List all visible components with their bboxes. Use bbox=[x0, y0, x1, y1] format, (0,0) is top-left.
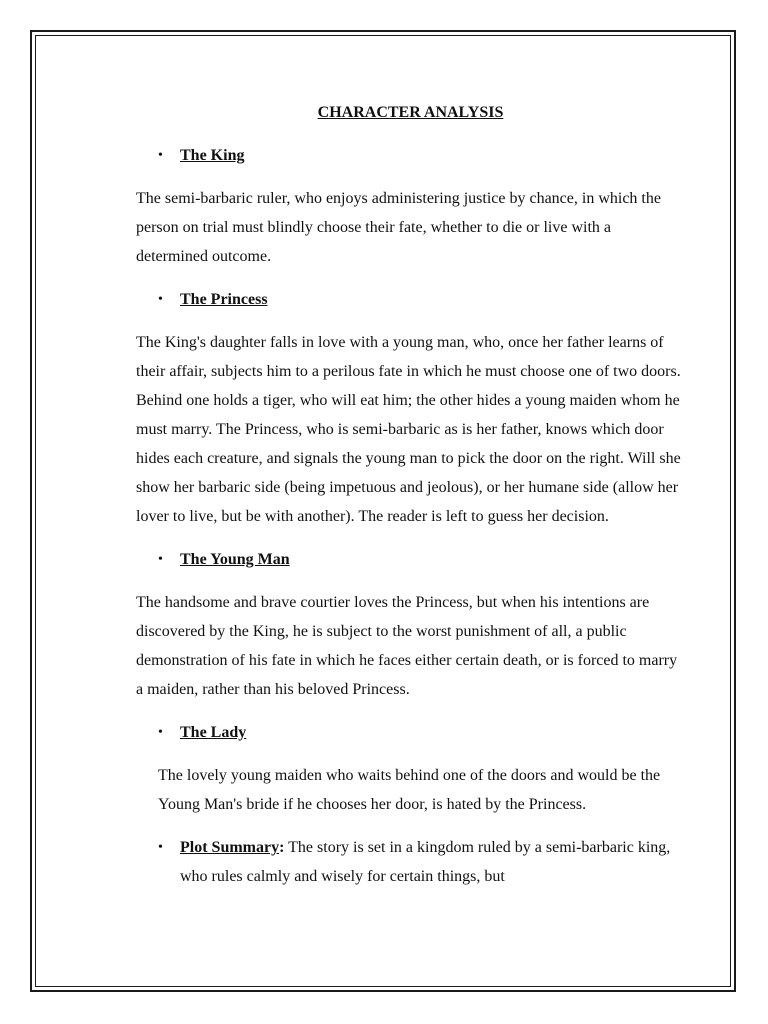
bullet-icon: • bbox=[158, 840, 163, 855]
bullet-icon: • bbox=[158, 292, 163, 307]
section-text-the-young-man: The handsome and brave courtier loves the Princess, but when his intentions are discovered by the King, he is subject to the worst punishment of all, a public demonstration of his fate in which he faces either certain death, or is forced to marry a maiden, rather than his beloved Princess. bbox=[136, 594, 678, 698]
section-heading-the-young-man bbox=[136, 545, 681, 574]
section-text-the-princess: The King's daughter falls in love with a young man, who, once her father learns of their affair, subjects him to a perilous fate in which he must choose one of two doors. Behind one holds a tiger, who will eat him; the other hides a young maiden whom he must marry. The Princess, who is semi-barbaric as is her father, knows which door hides each creature, and signals the young man to pick the door on the right. Will she show her barbaric side (being impetuous and jeolous), or her humane side (allow her lover to live, but be with another). The reader is left to guess her decision. bbox=[136, 334, 681, 525]
plot-summary-text: The story is set in a kingdom ruled by a semi-barbaric king, who rules calmly and wisely for certain things, but bbox=[180, 839, 671, 885]
section-heading-label: The Lady bbox=[180, 724, 247, 741]
bullet-icon: • bbox=[158, 552, 163, 567]
section-heading-label: The King bbox=[180, 147, 245, 164]
section-heading-the-lady bbox=[136, 718, 681, 747]
plot-summary-colon: : bbox=[279, 839, 285, 856]
section-text-the-lady: The lovely young maiden who waits behind one of the doors and would be the Young Man's bride if he chooses her door, is hated by the Princess. bbox=[158, 767, 661, 813]
section-heading-label: The Princess bbox=[180, 291, 268, 308]
bullet-icon: • bbox=[158, 148, 163, 163]
plot-summary-label: Plot Summary bbox=[180, 839, 280, 856]
section-heading-the-princess bbox=[136, 285, 681, 314]
section-heading-label: The Young Man bbox=[180, 551, 290, 568]
bullet-icon: • bbox=[158, 725, 163, 740]
document-body bbox=[136, 98, 681, 891]
document-title: CHARACTER ANALYSIS bbox=[317, 104, 504, 121]
plot-summary bbox=[136, 833, 681, 891]
section-text-the-king: The semi-barbaric ruler, who enjoys administering justice by chance, in which the person on trial must blindly choose their fate, whether to die or live with a determined outcome. bbox=[136, 190, 661, 265]
section-heading-the-king bbox=[136, 141, 681, 170]
